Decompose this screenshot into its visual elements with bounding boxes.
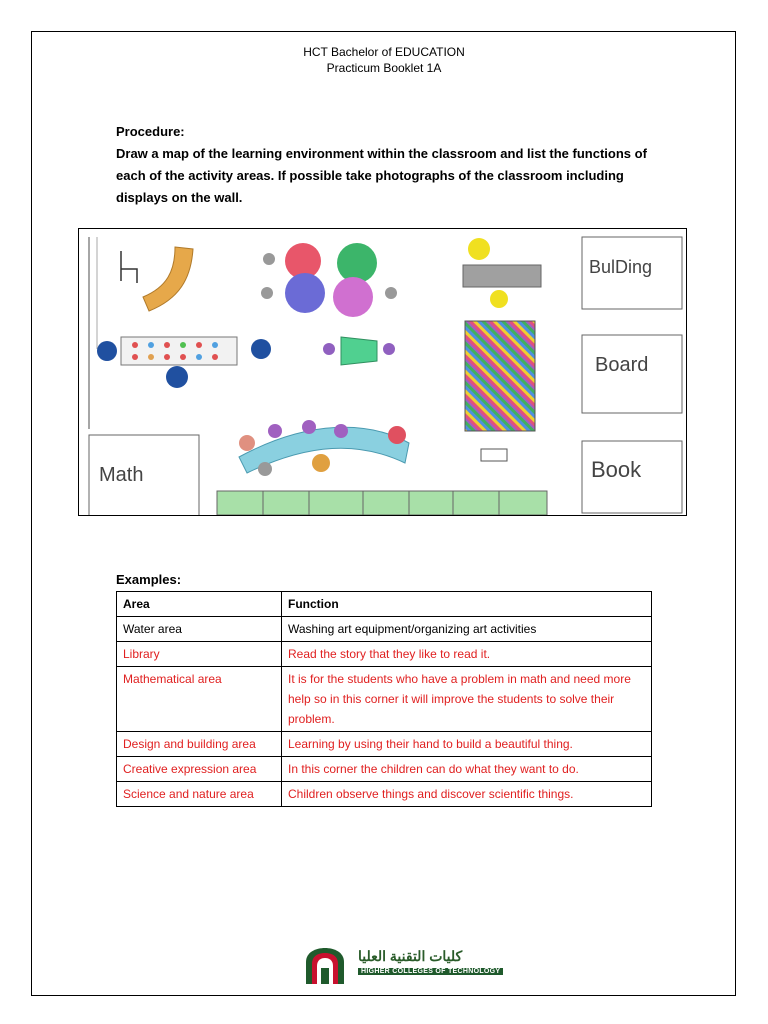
examples-heading: Examples: [116, 572, 182, 587]
logo-arabic-text: كليات التقنية العليا [358, 948, 463, 964]
column-header-function: Function [282, 592, 652, 617]
table-drawing [341, 337, 377, 365]
column-header-area: Area [117, 592, 282, 617]
table-drawing [463, 265, 541, 287]
area-cell: Science and nature area [117, 782, 282, 807]
area-cell: Creative expression area [117, 757, 282, 782]
function-cell: Washing art equipment/organizing art activities [282, 617, 652, 642]
seat-circle [166, 366, 188, 388]
seat-circle [261, 287, 273, 299]
seat-circle [263, 253, 275, 265]
area-cell: Library [117, 642, 282, 667]
math-label: Math [99, 464, 144, 486]
area-cell: Water area [117, 617, 282, 642]
function-cell: It is for the students who have a problem in math and need more help so in this corner it will improve the students to solve their problem. [282, 667, 652, 732]
area-cell: Design and building area [117, 732, 282, 757]
logo-english-text: HIGHER COLLEGES OF TECHNOLOGY [358, 968, 503, 975]
seat-circle [337, 243, 377, 283]
seat-circle [468, 238, 490, 260]
water-area-drawing [143, 247, 193, 311]
function-cell: Children observe things and discover scientific things. [282, 782, 652, 807]
area-cell: Mathematical area [117, 667, 282, 732]
classroom-map-drawing [78, 228, 687, 516]
classroom-map-svg [79, 229, 687, 516]
examples-table [116, 591, 652, 807]
table-row [117, 757, 652, 782]
function-cell: Read the story that they like to read it. [282, 642, 652, 667]
seat-circle [385, 287, 397, 299]
table-row [117, 782, 652, 807]
seat-circle [333, 277, 373, 317]
seat-circle [490, 290, 508, 308]
procedure-text: Draw a map of the learning environment within the classroom and list the functions of each of the activity areas. If possible take photographs of the classroom including displays on the wall. [116, 146, 647, 205]
table-row [117, 642, 652, 667]
hct-emblem-icon [300, 946, 350, 986]
hct-logo [300, 946, 501, 986]
seat-circle [97, 341, 117, 361]
function-cell: Learning by using their hand to build a beautiful thing. [282, 732, 652, 757]
building-label: BulDing [589, 257, 653, 277]
table-row [117, 732, 652, 757]
function-cell: In this corner the children can do what they want to do. [282, 757, 652, 782]
procedure-heading: Procedure: [116, 124, 185, 139]
chair-drawing [121, 251, 137, 283]
shelf-drawing [217, 491, 547, 515]
table-row [117, 667, 652, 732]
board-drawing [465, 321, 535, 431]
book-label: Book [591, 457, 642, 482]
seat-circle [285, 273, 325, 313]
table-row [117, 617, 652, 642]
table-drawing [121, 337, 237, 365]
table-header-row [117, 592, 652, 617]
board-label: Board [595, 354, 649, 376]
seat-circle [251, 339, 271, 359]
small-item-drawing [481, 449, 507, 461]
header-title: HCT Bachelor of EDUCATION [303, 45, 465, 59]
header-subtitle: Practicum Booklet 1A [326, 61, 442, 75]
